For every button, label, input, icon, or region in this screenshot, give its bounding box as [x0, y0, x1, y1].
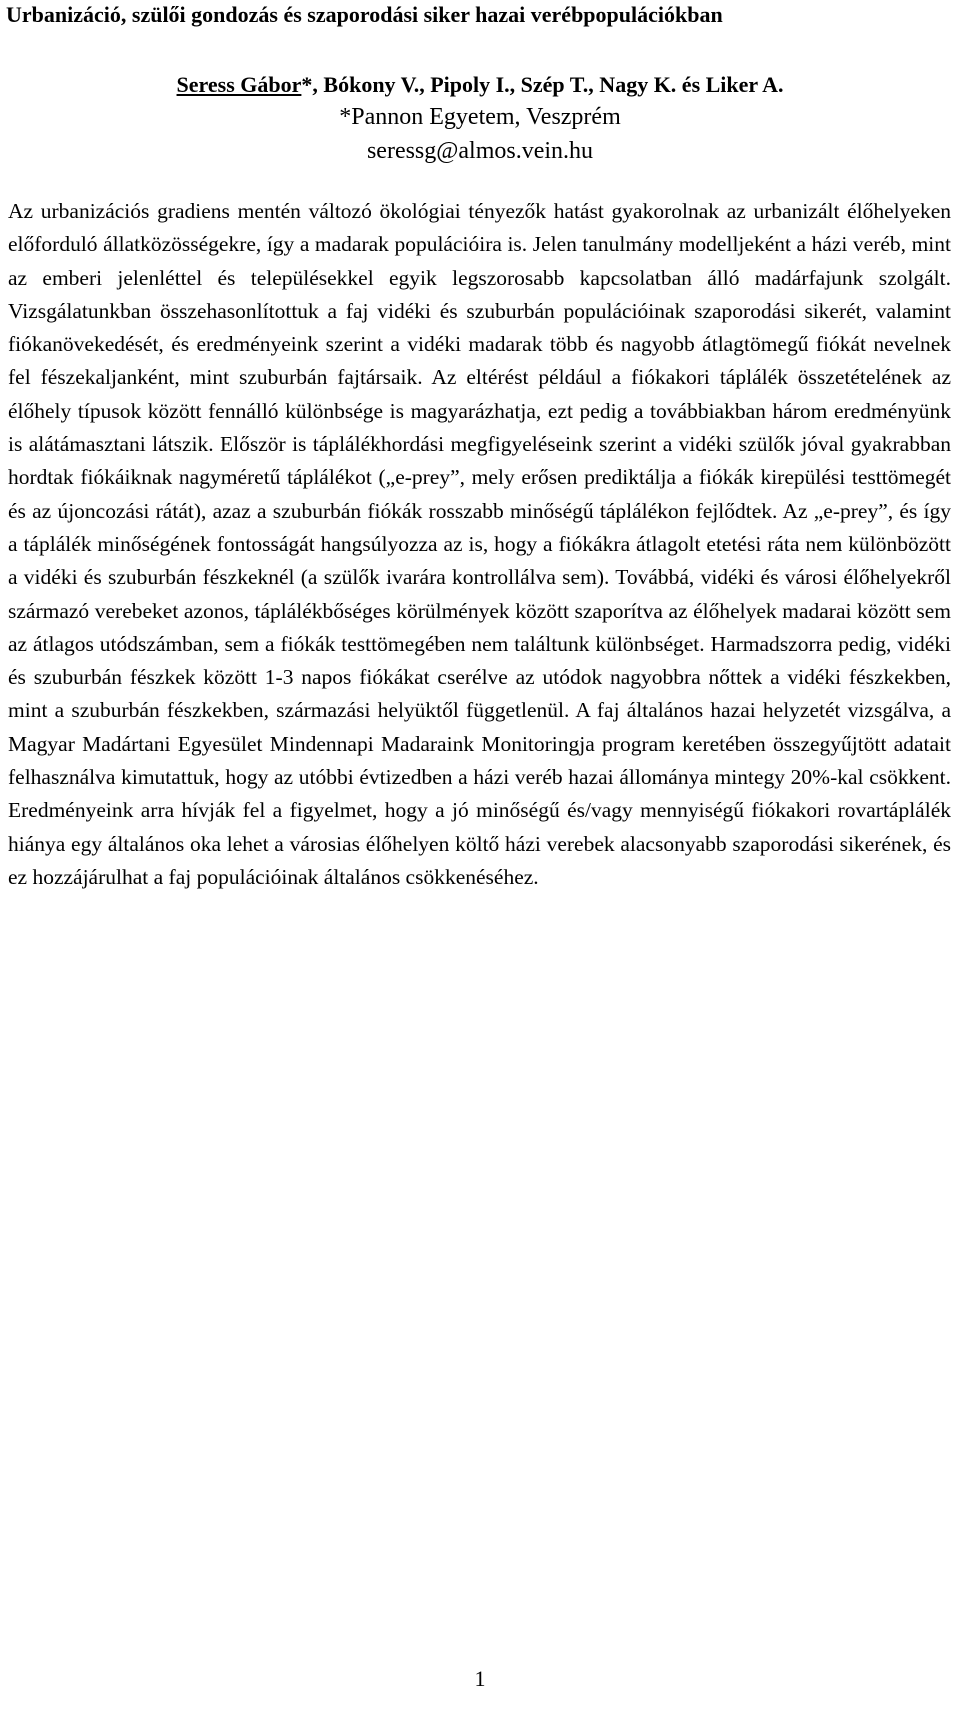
affiliation: *Pannon Egyetem, Veszprém [339, 104, 621, 130]
co-authors: *, Bókony V., Pipoly I., Szép T., Nagy K. és Liker A. [301, 72, 784, 97]
contact-email: seressg@almos.vein.hu [366, 138, 594, 164]
page-number: 1 [474, 1666, 486, 1691]
abstract-paragraph: Az urbanizációs gradiens mentén változó ökológiai tényezők hatást gyakorolnak az urbanizált élőhelyeken előforduló állatközösségekre, így a madarak populációira is. Jelen tanulmány modelljeként a házi veréb, mint az emberi jelenléttel és településekkel egyik legszorosabb kapcsolatban álló madárfajunk szolgált. Vizsgálatunkban összehasonlítottuk a faj vidéki és szuburbán populációinak szaporodási sikerét, valamint fiókanövekedését, és eredményeink szerint a vidéki madarak több és nagyobb átlagtömegű fiókát nevelnek fel fészekaljanként, mint szuburbán fajtársaik. Az eltérést például a fiókakori táplálék összetételének az élőhely típusok között fennálló különbsége is magyarázhatja, ezt pedig a továbbiakban három eredményünk is alátámasztani látszik. Először is táplálékhordási megfigyeléseink szerint a vidéki szülők jóval gyakrabban hordtak fiókáiknak nagyméretű táplálékot („e-prey”, mely erősen prediktálja a fiókák kirepülési testtömegét és az újoncozási rátát), azaz a szuburbán fiókák rosszabb minőségű táplálékon fejlődtek. Az „e-prey”, és így a táplálék minőségének fontosságát hangsúlyozza az is, hogy a fiókákra átlagolt etetési ráta nem különbözött a vidéki és szuburbán fészkeknél (a szülők ivarára kontrollálva sem). Továbbá, vidéki és városi élőhelyekről származó verebeket azonos, táplálékbőséges körülmények között szaporítva az élőhelyek madarai között sem az átlagos utódszámban, sem a fiókák testtömegében nem találtunk különbséget. Harmadszorra pedig, vidéki és szuburbán fészkek között 1-3 napos fiókákat cserélve az utódok nagyobbra nőttek a vidéki fészkekben, mint a szuburbán fészkekben, származási helyüktől függetlenül. A faj általános hazai helyzetét vizsgálva, a Magyar Madártani Egyesület Mindennapi Madaraink Monitoringja program keretében összegyűjtött adatait felhasználva kimutattuk, hogy az utóbbi évtizedben a házi veréb hazai állománya mintegy 20%-kal csökkent. Eredményeink arra hívják fel a figyelmet, hogy a jó minőségű és/vagy mennyiségű fiókakori rovartáplálék hiánya egy általános oka lehet a városias élőhelyen költő házi verebek alacsonyabb szaporodási sikerének, és ez hozzájárulhat a faj populációinak általános csökkenéséhez. [8, 199, 951, 889]
document-title: Urbanizáció, szülői gondozás és szaporodási siker hazai verébpopulációkban [6, 2, 723, 27]
author-line [0, 70, 960, 100]
lead-author: Seress Gábor [176, 72, 302, 97]
